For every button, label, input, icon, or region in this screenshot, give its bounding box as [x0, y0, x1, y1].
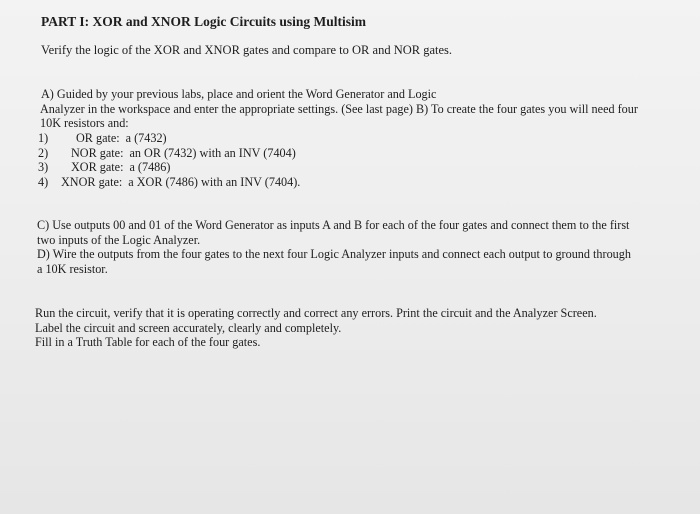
gate-list [38, 131, 300, 189]
run-line-1: Run the circuit, verify that it is operating correctly and correct any errors. Print the circuit and the Analyzer Screen. [35, 306, 597, 320]
list-item [38, 175, 300, 190]
section-c-paragraph [37, 218, 631, 276]
section-a-line-3: 10K resistors and: [40, 116, 129, 131]
list-item-description: a XOR (7486) with an INV (7404). [128, 174, 301, 189]
section-d-line-2: a 10K resistor. [37, 261, 108, 276]
list-item-number: 2) [38, 145, 49, 160]
list-item-gate: OR gate: [76, 131, 120, 145]
list-item [38, 146, 300, 161]
list-item-number: 1) [38, 131, 49, 145]
list-item-description: an OR (7432) with an INV (7404) [129, 145, 296, 160]
page-subtitle: Verify the logic of the XOR and XNOR gates and compare to OR and NOR gates. [41, 43, 453, 57]
section-d-line-1: D) Wire the outputs from the four gates to the next four Logic Analyzer inputs and connect each output to ground through [37, 247, 631, 262]
list-item-gate: XOR gate: [71, 160, 124, 175]
run-instructions-paragraph [35, 306, 597, 350]
section-c-line-2: two inputs of the Logic Analyzer. [37, 232, 201, 247]
list-item-description: a (7432) [125, 131, 167, 145]
list-item [38, 160, 300, 175]
run-line-2: Label the circuit and screen accurately, clearly and completely. [35, 320, 342, 335]
list-item-gate: NOR gate: [71, 145, 124, 160]
list-item-gate: XNOR gate: [61, 174, 123, 189]
list-item-description: a (7486) [129, 160, 171, 175]
section-a-line-1: A) Guided by your previous labs, place and orient the Word Generator and Logic [41, 87, 437, 101]
section-a-paragraph [40, 87, 638, 131]
section-c-line-1: C) Use outputs 00 and 01 of the Word Generator as inputs A and B for each of the four gates and connect them to the first [37, 218, 630, 232]
list-item [38, 131, 300, 146]
list-item-number: 4) [38, 174, 49, 189]
run-line-3: Fill in a Truth Table for each of the four gates. [35, 335, 261, 350]
page-title: PART I: XOR and XNOR Logic Circuits using Multisim [41, 14, 367, 29]
list-item-number: 3) [38, 160, 49, 175]
section-a-line-2: Analyzer in the workspace and enter the appropriate settings. (See last page) B) To create the four gates you will need four [40, 101, 638, 116]
